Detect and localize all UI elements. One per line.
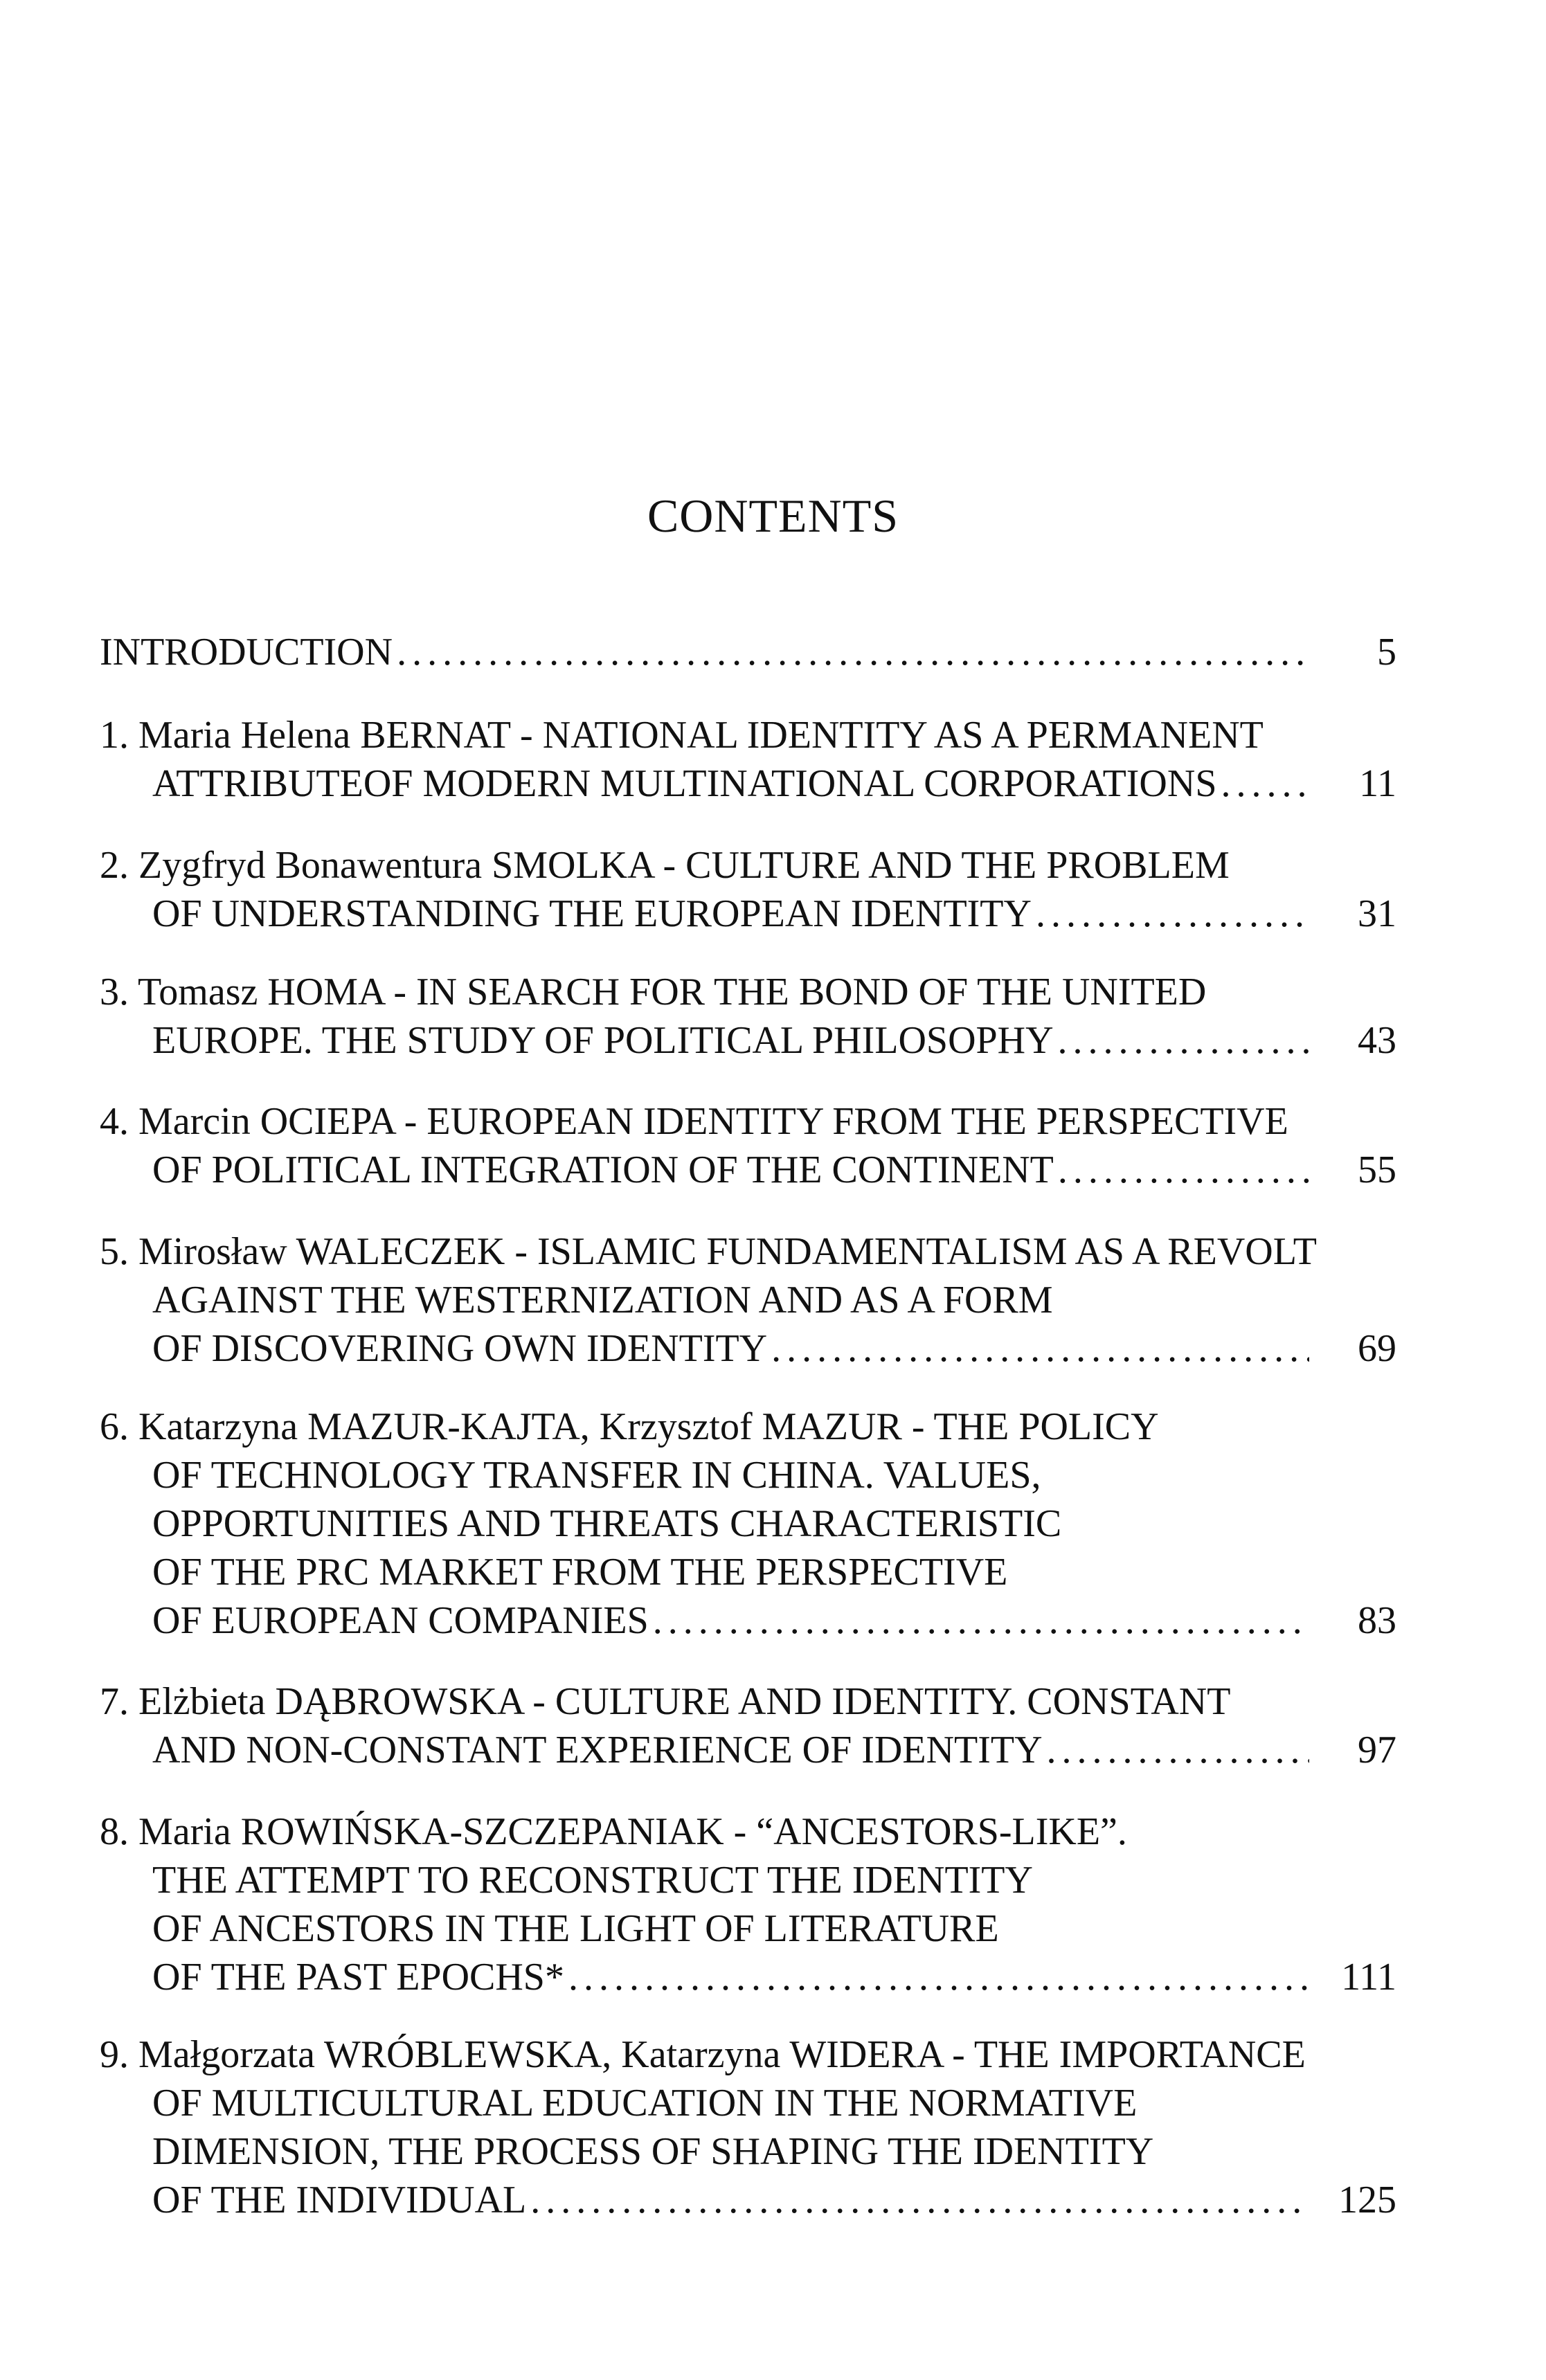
toc-entry-line [100,759,1396,808]
entry-title-text: OPPORTUNITIES AND THREATS CHARACTERISTIC [152,1502,1062,1545]
entry-title-text: 6. Katarzyna MAZUR-KAJTA, Krzysztof MAZUR - THE POLICY [100,1405,1159,1448]
toc-entry-line [100,711,1396,759]
toc-entry-line [100,2079,1396,2127]
toc-entry-line [100,1403,1396,1451]
entry-title-text: 7. Elżbieta DĄBROWSKA - CULTURE AND IDENTITY. CONSTANT [100,1680,1231,1723]
dot-leader [1036,890,1309,938]
entry-title-text: 8. Maria ROWIŃSKA-SZCZEPANIAK - “ANCESTORS-LIKE”. [100,1810,1127,1853]
entry-title-text: 5. Mirosław WALECZEK - ISLAMIC FUNDAMENTALISM AS A REVOLT [100,1230,1318,1273]
entry-title-text: OF POLITICAL INTEGRATION OF THE CONTINENT [152,1148,1054,1191]
dot-leader [1058,1146,1309,1194]
toc-entry-line [100,1227,1396,1276]
toc-entry-8[interactable] [100,1807,1396,2001]
toc-entry-line [100,2176,1396,2224]
page-number: 43 [1358,1019,1396,1062]
entry-title-text: 4. Marcin OCIEPA - EUROPEAN IDENTITY FROM THE PERSPECTIVE [100,1100,1288,1143]
page-number: 125 [1338,2179,1396,2221]
toc-entry-line [100,1097,1396,1146]
toc-entry-line [100,1856,1396,1904]
entry-title-text: OF MULTICULTURAL EDUCATION IN THE NORMATIVE [152,2082,1138,2125]
entry-title-text: 2. Zygfryd Bonawentura SMOLKA - CULTURE AND THE PROBLEM [100,844,1230,887]
page-number: 97 [1358,1729,1396,1772]
entry-title-text: INTRODUCTION [100,631,393,674]
entry-title-text: THE ATTEMPT TO RECONSTRUCT THE IDENTITY [152,1859,1033,1902]
toc-entry-line [100,890,1396,938]
entry-title-text: DIMENSION, THE PROCESS OF SHAPING THE IDENTITY [152,2130,1154,2173]
toc-entry-line [100,968,1396,1016]
toc-entry-line [100,1016,1396,1065]
entry-title-text: OF THE PAST EPOCHS* [152,1956,564,1999]
toc-entry-4[interactable] [100,1097,1396,1194]
dot-leader [653,1596,1309,1645]
dot-leader [771,1324,1309,1373]
page-number: 31 [1358,892,1396,935]
toc-entry-line [100,1596,1396,1645]
entry-title-text: 3. Tomasz HOMA - IN SEARCH FOR THE BOND OF THE UNITED [100,971,1207,1013]
entry-title-text: OF TECHNOLOGY TRANSFER IN CHINA. VALUES, [152,1454,1041,1497]
dot-leader [1221,759,1309,808]
entry-title-text: OF ANCESTORS IN THE LIGHT OF LITERATURE [152,1907,999,1950]
toc-entry-5[interactable] [100,1227,1396,1373]
toc-entry-2[interactable] [100,841,1396,938]
toc-entry-line [100,1904,1396,1953]
dot-leader [397,628,1309,676]
toc-entry-line [100,1953,1396,2001]
toc-entry-line [100,841,1396,890]
entry-title-text: 9. Małgorzata WRÓBLEWSKA, Katarzyna WIDERA - THE IMPORTANCE [100,2033,1306,2076]
entry-title-text: OF THE PRC MARKET FROM THE PERSPECTIVE [152,1551,1008,1594]
toc-entry-line [100,1548,1396,1596]
page-number: 55 [1358,1148,1396,1191]
entry-title-text: OF THE INDIVIDUAL [152,2179,527,2221]
entry-title-text: OF EUROPEAN COMPANIES [152,1599,649,1642]
toc-entry-line [100,1276,1396,1324]
entry-title-text: 1. Maria Helena BERNAT - NATIONAL IDENTITY AS A PERMANENT [100,714,1264,757]
toc-entry-1[interactable] [100,711,1396,808]
dot-leader [1058,1016,1309,1065]
toc-entry-introduction[interactable] [100,628,1396,676]
page-number: 83 [1358,1599,1396,1642]
toc-entry-line [100,1807,1396,1856]
toc-entry-line [100,2127,1396,2176]
toc-entry-6[interactable] [100,1403,1396,1645]
entry-title-text: AND NON-CONSTANT EXPERIENCE OF IDENTITY [152,1729,1043,1772]
entry-title-text: EUROPE. THE STUDY OF POLITICAL PHILOSOPHY [152,1019,1054,1062]
toc-entry-line [100,1726,1396,1774]
toc-entry-line [100,1451,1396,1499]
entry-title-text: AGAINST THE WESTERNIZATION AND AS A FORM [152,1279,1053,1322]
page-number: 11 [1359,762,1396,805]
toc-entry-line [100,628,1396,676]
toc-entry-3[interactable] [100,968,1396,1065]
toc-entry-9[interactable] [100,2030,1396,2224]
dot-leader [1047,1726,1309,1774]
toc-entry-line [100,2030,1396,2079]
entry-title-text: ATTRIBUTEOF MODERN MULTINATIONAL CORPORATIONS [152,762,1217,805]
toc-entry-line [100,1499,1396,1548]
page-number: 69 [1358,1327,1396,1370]
entry-title-text: OF UNDERSTANDING THE EUROPEAN IDENTITY [152,892,1032,935]
page-number: 5 [1377,631,1396,674]
toc-entry-line [100,1677,1396,1726]
toc-entry-line [100,1146,1396,1194]
toc-entry-line [100,1324,1396,1373]
entry-title-text: OF DISCOVERING OWN IDENTITY [152,1327,768,1370]
dot-leader [568,1953,1309,2001]
page-title: CONTENTS [647,489,899,542]
toc-entry-7[interactable] [100,1677,1396,1774]
dot-leader [530,2176,1309,2224]
page-number: 111 [1341,1956,1396,1999]
